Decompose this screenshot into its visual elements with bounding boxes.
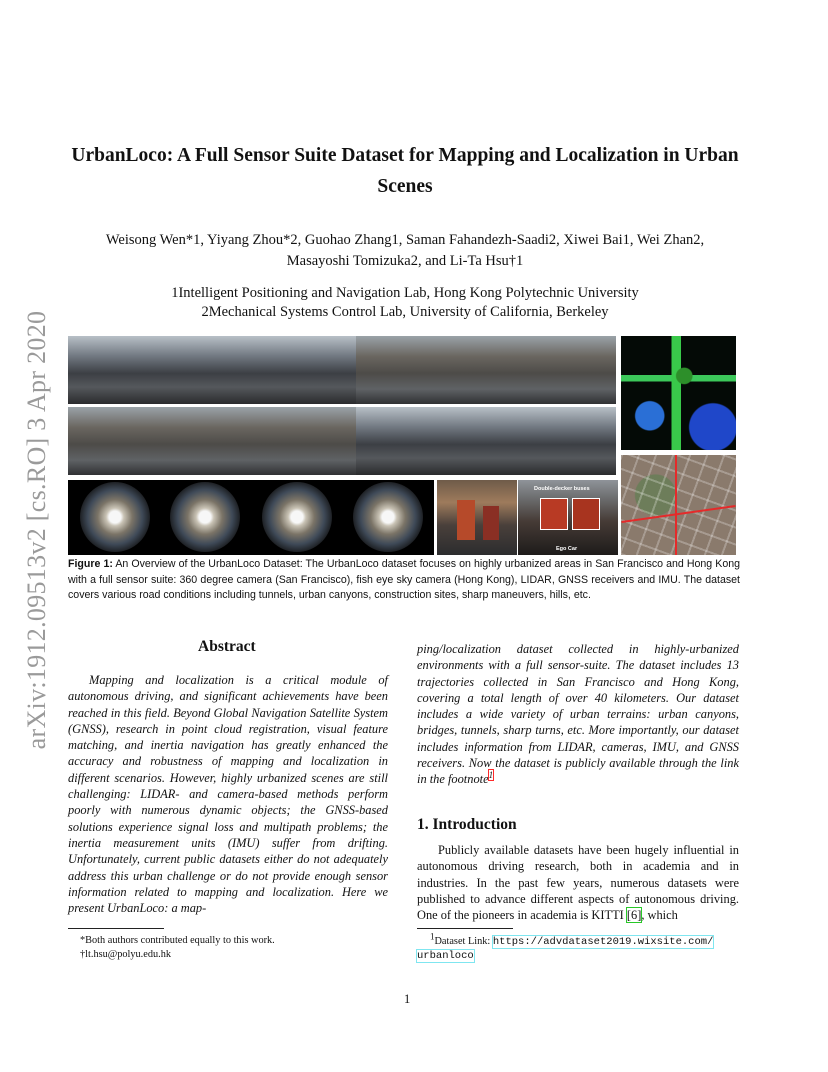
affiliation-2: 2Mechanical Systems Control Lab, University of California, Berkeley [201, 304, 609, 320]
affiliations [60, 284, 750, 322]
intro-text: Publicly available datasets have been hugely influential in autonomous driving research, both in academia and in industries. In the past few years, numerous datasets were published to advance different aspects of autonomous driving. One of the pioneers in academia is KITTI [417, 843, 739, 923]
footnote-corresponding-email: †lt.hsu@polyu.edu.hk [80, 949, 171, 960]
panorama-image-sf-2b [356, 407, 616, 475]
footnote-divider-left [68, 928, 164, 929]
affiliation-1: 1Intelligent Positioning and Navigation Lab, Hong Kong Polytechnic University [171, 285, 639, 301]
abstract-heading: Abstract [198, 638, 256, 655]
satellite-map-image [621, 455, 736, 555]
paper-title: UrbanLoco: A Full Sensor Suite Dataset for Mapping and Localization in Urban Scenes [71, 145, 739, 197]
lidar-pointcloud-image [621, 336, 736, 450]
fisheye-sky-images [68, 480, 434, 555]
citation-link[interactable]: [6] [626, 908, 642, 923]
abstract-paragraph: Mapping and localization is a critical module of autonomous driving, and significant achievements have been reached in this field. Beyond Global Navigation Satellite System (GNSS), research in point cloud registration, visual feature matching, and inertia navigation has greatly enhanced the accuracy and robustness of mapping and localization in different scenarios. However, highly urbanized scenes are still challenging: LIDAR- and camera-based methods perform poorly with numerous dynamic objects; the GNSS-based solutions experience signal loss and multipath problems; the inertia measurement units (IMU) suffer from drifting. Unfortunately, current public datasets either do not adequately address this urban challenge or do not provide enough sensor information related to mapping and localization. Here we present UrbanLoco: a map- [68, 673, 388, 916]
author-list [60, 230, 750, 272]
hong-kong-street-image [437, 480, 517, 555]
section-heading-introduction: 1. Introduction [417, 816, 517, 833]
fisheye-image-3 [262, 482, 332, 552]
caption-label: Figure 1: [68, 558, 113, 570]
footnote-ref-link[interactable]: 1 [488, 770, 494, 781]
caption-text: An Overview of the UrbanLoco Dataset: The UrbanLoco dataset focuses on highly urbanized areas in San Francisco and Hong Kong with a full sensor suite: 360 degree camera (San Francisco), fish eye sky camera (Hong Kong), LIDAR, GNSS receivers and IMU. The dataset covers various road conditions including tunnels, urban canyons, construction sites, sharp maneuvers, hills, etc. [68, 558, 741, 601]
panorama-image-sf-1b [356, 336, 616, 404]
panorama-image-sf-1a [68, 336, 356, 404]
dataset-url-link[interactable]: https://advdataset2019.wixsite.com/ [492, 936, 714, 948]
arxiv-stamp: arXiv:1912.09513v2 [cs.RO] 3 Apr 2020 [22, 310, 51, 750]
fisheye-image-1 [80, 482, 150, 552]
figure-caption [68, 557, 740, 604]
abstract-left-column [68, 672, 388, 916]
panorama-image-sf-2a [68, 407, 356, 475]
introduction-paragraph [417, 842, 739, 923]
intro-text-end: , which [641, 908, 678, 923]
page-number: 1 [404, 992, 411, 1006]
footnote-equal-contribution: *Both authors contributed equally to this work. [80, 935, 275, 946]
abstract-continuation: ping/localization dataset collected in highly-urbanized environments with a full sensor-suite. The dataset includes 13 trajectories collected in San Francisco and Hong Kong, covering a total length of over 40 kilometers. Our dataset includes a wide variety of urban terrains: urban canyons, bridges, tunnels, sharp turns, etc. More importantly, our dataset includes information from LIDAR, cameras, IMU, and GNSS receivers. Now the dataset is publicly available through the link in the footnote [417, 642, 739, 787]
annotation-ego-car: Ego Car [556, 546, 578, 552]
footnote-dataset-link [430, 931, 740, 950]
dataset-url-link-cont[interactable]: urbanloco [417, 950, 474, 962]
authors-line-2: Masayoshi Tomizuka2, and Li-Ta Hsu†1 [286, 253, 524, 269]
annotation-double-decker-buses: Double-decker buses [534, 486, 590, 492]
dataset-link-label: Dataset Link: [434, 936, 493, 947]
double-decker-bus-image [518, 480, 618, 555]
footnote-divider-right [417, 928, 513, 929]
fisheye-image-2 [170, 482, 240, 552]
footnote-url-continuation [417, 949, 474, 963]
footnote-mark: 1 [430, 931, 435, 942]
authors-line-1: Weisong Wen*1, Yiyang Zhou*2, Guohao Zhang1, Saman Fahandezh-Saadi2, Xiwei Bai1, Wei Zhan2, [105, 232, 705, 248]
fisheye-image-4 [353, 482, 423, 552]
abstract-right-column [417, 641, 739, 788]
